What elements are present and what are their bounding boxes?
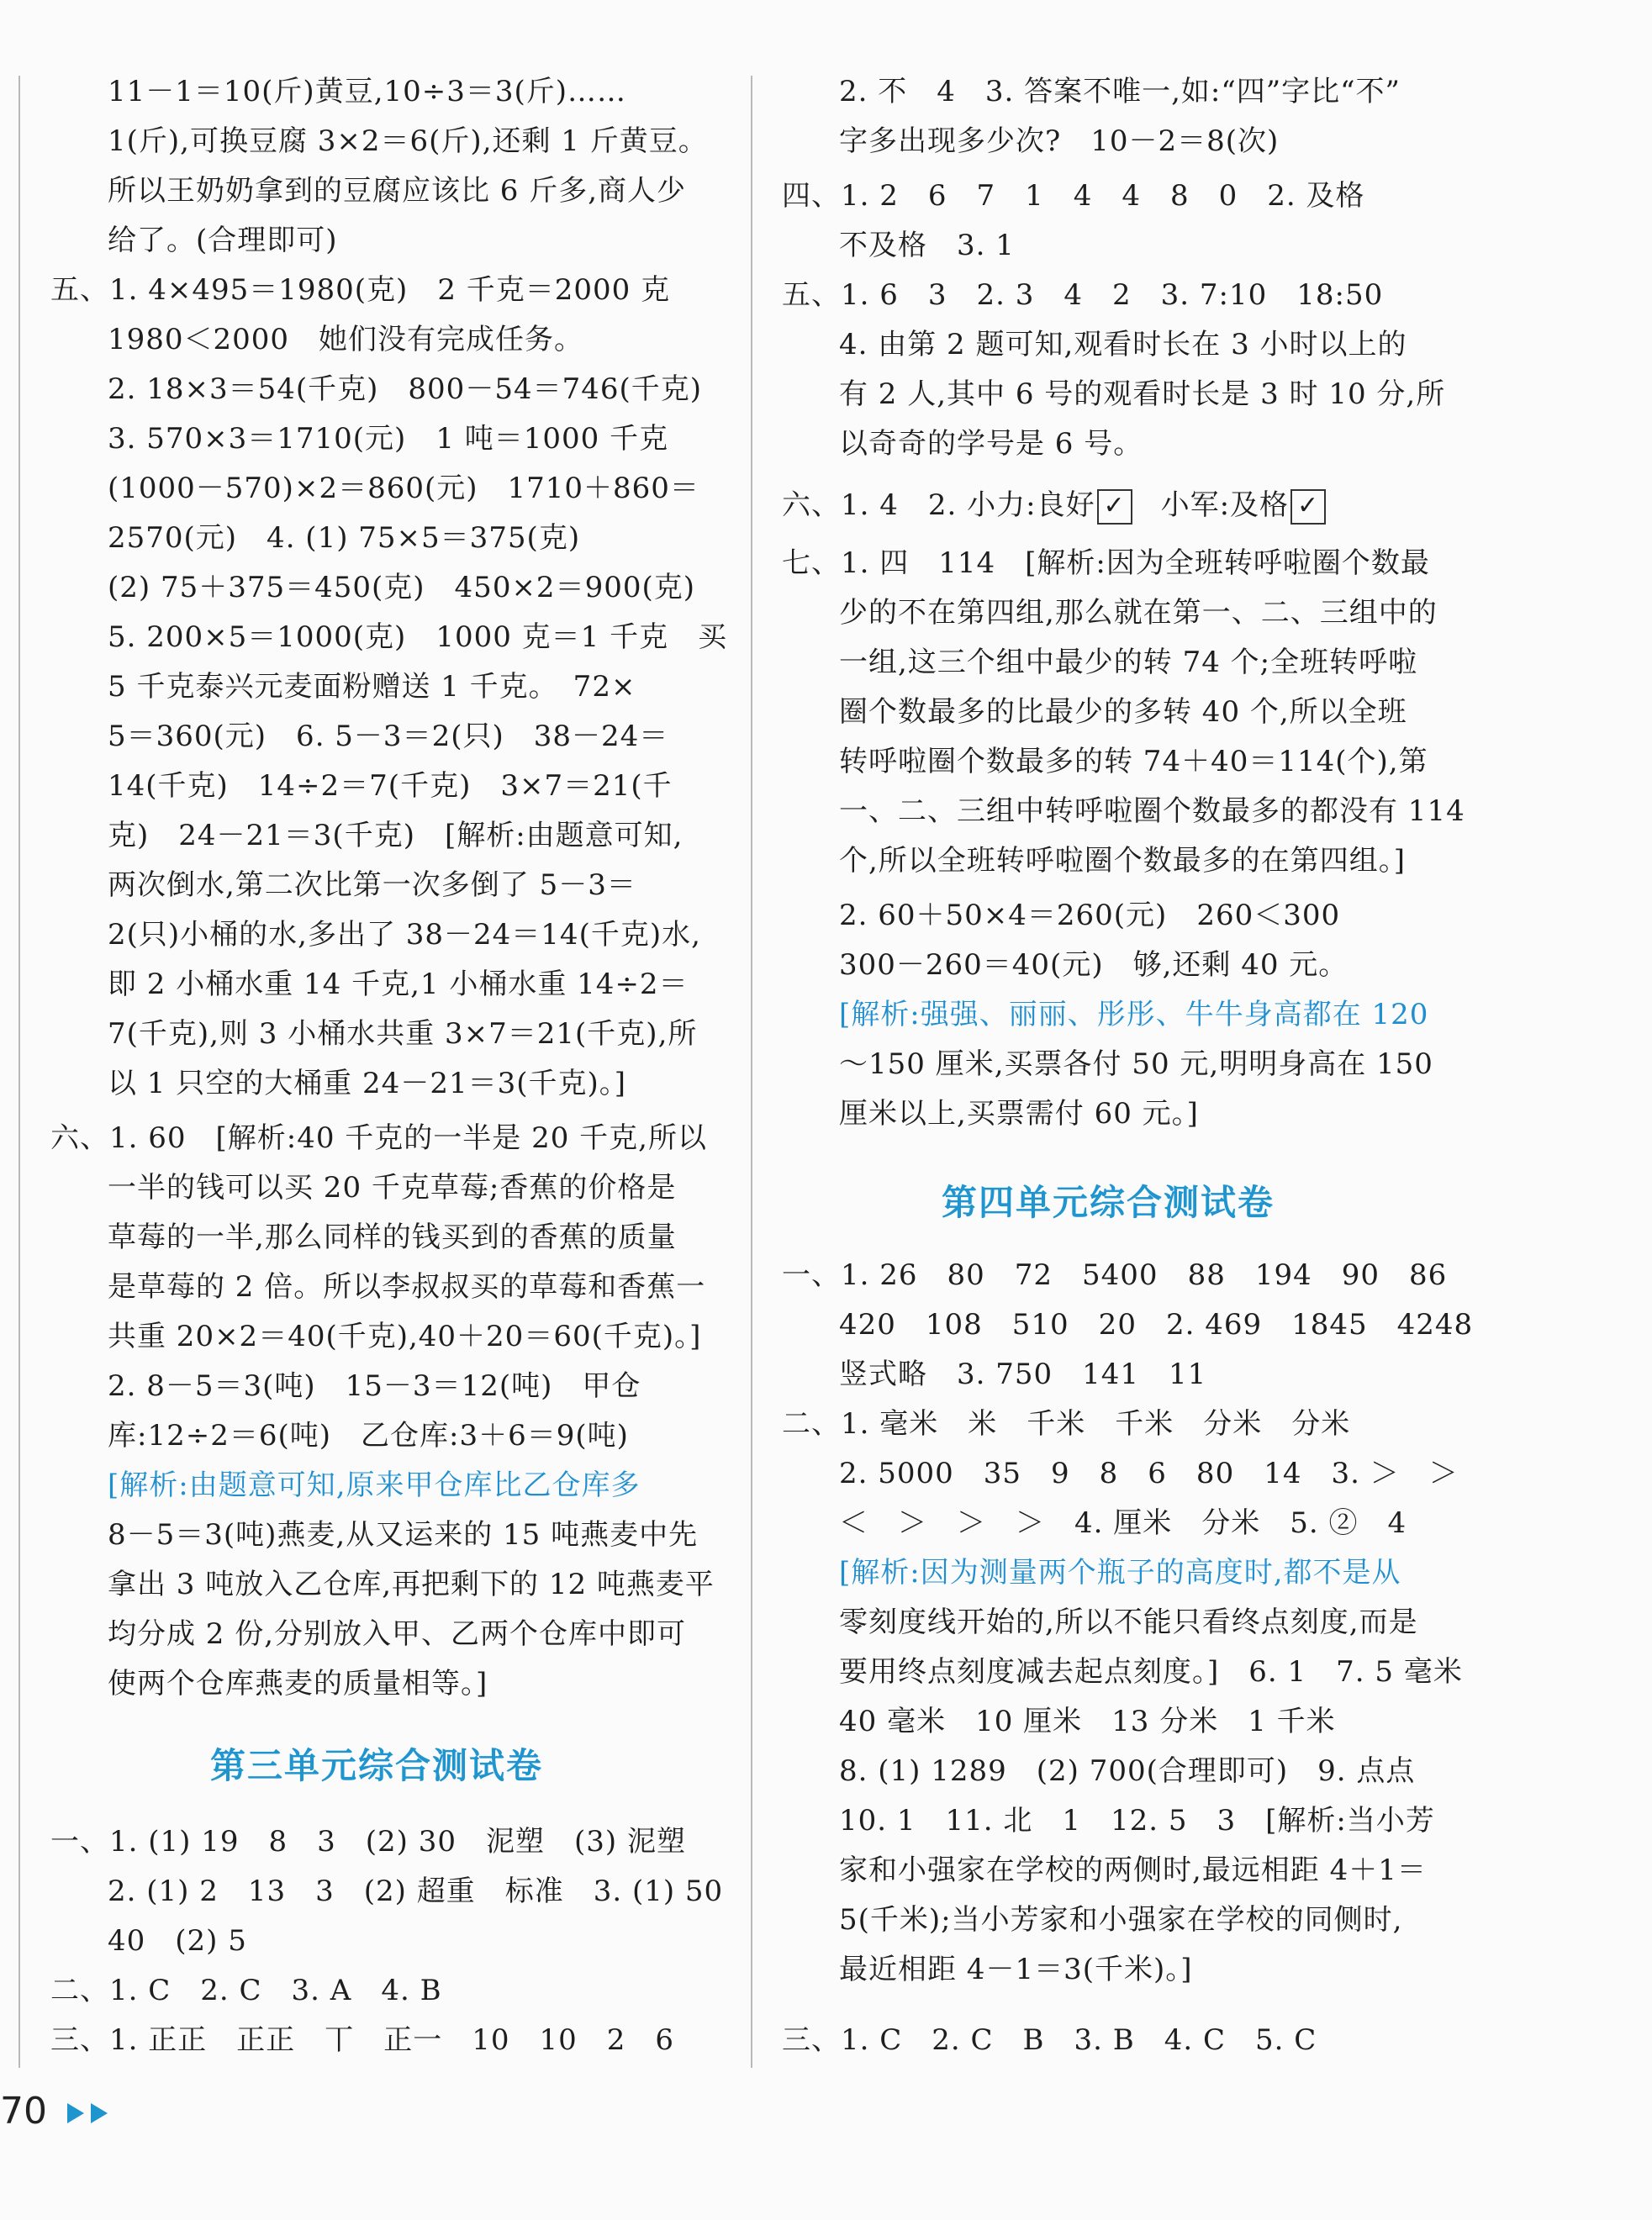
analysis-line: 最近相距 4－1＝3(千米)。] <box>839 1953 1193 1986</box>
question-line: 2. 18×3＝54(千克) 800－54＝746(千克) <box>108 372 703 406</box>
analysis-line: 两次倒水,第二次比第一次多倒了 5－3＝ <box>108 868 636 902</box>
analysis-line: 5(千米);当小芳家和小强家在学校的同侧时, <box>839 1903 1403 1937</box>
text-line: 克) 24－21＝3(千克) [解析:由题意可知, <box>108 819 683 852</box>
text-line: 字多出现多少次? 10－2＝8(次) <box>839 124 1280 158</box>
text-line: 库:12÷2＝6(吨) 乙仓库:3＋6＝9(吨) <box>108 1419 629 1453</box>
question-line: 2. 60＋50×4＝260(元) 260＜300 <box>839 899 1341 932</box>
analysis-line: ～150 厘米,买票各付 50 元,明明身高在 150 <box>839 1047 1433 1081</box>
analysis-line: 8－5＝3(吨)燕麦,从又运来的 15 吨燕麦中先 <box>108 1518 699 1552</box>
analysis-line: 以 1 只空的大桶重 24－21＝3(千克)。] <box>108 1067 627 1100</box>
analysis-line: 圈个数最多的比最少的多转 40 个,所以全班 <box>839 695 1407 729</box>
text-line: 14(千克) 14÷2＝7(千克) 3×7＝21(千 <box>108 769 673 803</box>
analysis-line: 一组,这三个组中最少的转 74 个;全班转呼啦 <box>839 646 1418 679</box>
analysis-line: 2(只)小桶的水,多出了 38－24＝14(千克)水, <box>108 918 701 952</box>
question-line: 5. 200×5＝1000(克) 1000 克＝1 千克 买 <box>108 620 728 654</box>
analysis-line: 即 2 小桶水重 14 千克,1 小桶水重 14÷2＝ <box>108 968 689 1001</box>
question-line: 一、1. (1) 19 8 3 (2) 30 泥塑 (3) 泥塑 <box>50 1825 686 1859</box>
text-line: 40 毫米 10 厘米 13 分米 1 千米 <box>839 1705 1336 1738</box>
text-line: 有 2 人,其中 6 号的观看时长是 3 时 10 分,所 <box>839 377 1446 411</box>
text-line: ＜ ＞ ＞ ＞ 4. 厘米 分米 5. ② 4 <box>839 1506 1407 1540</box>
analysis-line: 要用终点刻度减去起点刻度。] 6. 1 7. 5 毫米 <box>839 1655 1463 1689</box>
text-line: (1000－570)×2＝860(元) 1710＋860＝ <box>108 472 699 505</box>
question-line: 四、1. 2 6 7 1 4 4 8 0 2. 及格 <box>782 179 1365 213</box>
analysis-line: 少的不在第四组,那么就在第一、二、三组中的 <box>839 596 1438 630</box>
analysis-line: 草莓的一半,那么同样的钱买到的香蕉的质量 <box>108 1221 677 1254</box>
text-line: 不及格 3. 1 <box>839 229 1015 262</box>
question-line: 五、1. 4×495＝1980(克) 2 千克＝2000 克 <box>50 273 671 307</box>
text-line: 1980＜2000 她们没有完成任务。 <box>108 323 584 356</box>
analysis-line: [解析:因为测量两个瓶子的高度时,都不是从 <box>839 1556 1401 1590</box>
analysis-line: 7(千克),则 3 小桶水共重 3×7＝21(千克),所 <box>108 1017 698 1051</box>
question-line: 七、1. 四 114 [解析:因为全班转呼啦圈个数最 <box>782 546 1430 580</box>
text-line: 420 108 510 20 2. 469 1845 4248 <box>839 1308 1474 1342</box>
analysis-line: 零刻度线开始的,所以不能只看终点刻度,而是 <box>839 1606 1418 1639</box>
text-line: 所以王奶奶拿到的豆腐应该比 6 斤多,商人少 <box>108 174 687 208</box>
question-line: 三、1. C 2. C B 3. B 4. C 5. C <box>782 2023 1317 2057</box>
question-line: 一、1. 26 80 72 5400 88 194 90 86 <box>782 1258 1448 1292</box>
question-line: 4. 由第 2 题可知,观看时长在 3 小时以上的 <box>839 328 1407 361</box>
left-margin-rule <box>18 76 20 2068</box>
analysis-line: 一半的钱可以买 20 千克草莓;香蕉的价格是 <box>108 1171 677 1205</box>
analysis-line: 均分成 2 份,分别放入甲、乙两个仓库中即可 <box>108 1617 687 1651</box>
analysis-line: 拿出 3 吨放入乙仓库,再把剩下的 12 吨燕麦平 <box>108 1568 715 1601</box>
arrow-right-icon <box>67 2103 84 2123</box>
text-line: 5＝360(元) 6. 5－3＝2(只) 38－24＝ <box>108 720 669 753</box>
text-line: 2570(元) 4. (1) 75×5＝375(克) <box>108 521 581 555</box>
check-box: ✓ <box>1097 489 1132 525</box>
arrow-right-icon <box>91 2103 108 2123</box>
question-line: 2. 不 4 3. 答案不唯一,如:“四”字比“不” <box>839 75 1401 108</box>
section-title-unit3: 第三单元综合测试卷 <box>210 1745 544 1786</box>
six-part-a: 六、1. 4 2. 小力:良好 <box>782 488 1095 522</box>
question-line: 五、1. 6 3 2. 3 4 2 3. 7:10 18:50 <box>782 278 1384 312</box>
analysis-line: [解析:强强、丽丽、彤彤、牛牛身高都在 120 <box>839 998 1429 1031</box>
page-number: 70 <box>0 2090 47 2133</box>
question-line: 2. 5000 35 9 8 6 80 14 3. ＞ ＞ <box>839 1457 1459 1490</box>
check-box: ✓ <box>1290 489 1326 525</box>
analysis-line: [解析:由题意可知,原来甲仓库比乙仓库多 <box>108 1469 641 1502</box>
analysis-line: 个,所以全班转呼啦圈个数最多的在第四组。] <box>839 844 1407 878</box>
question-line: 3. 570×3＝1710(元) 1 吨＝1000 千克 <box>108 422 669 456</box>
analysis-line: 一、二、三组中转呼啦圈个数最多的都没有 114 <box>839 794 1465 828</box>
question-line: 2. 8－5＝3(吨) 15－3＝12(吨) 甲仓 <box>108 1369 641 1403</box>
text-line: 1(斤),可换豆腐 3×2＝6(斤),还剩 1 斤黄豆。 <box>108 124 708 158</box>
six-part-b: 小军:及格 <box>1160 488 1290 522</box>
analysis-line: 共重 20×2＝40(千克),40＋20＝60(千克)。] <box>108 1320 702 1353</box>
question-line: 10. 1 11. 北 1 12. 5 3 [解析:当小芳 <box>839 1804 1435 1838</box>
column-divider <box>751 76 752 2068</box>
analysis-line: 是草莓的 2 倍。所以李叔叔买的草莓和香蕉一 <box>108 1270 706 1304</box>
question-line: 三、1. 正正 正正 丅 正一 10 10 2 6 <box>50 2023 675 2057</box>
analysis-line: 厘米以上,买票需付 60 元。] <box>839 1097 1199 1131</box>
text-line: 以奇奇的学号是 6 号。 <box>839 427 1143 461</box>
question-line-six <box>782 481 1326 530</box>
text-line: 竖式略 3. 750 141 11 <box>839 1358 1207 1391</box>
question-line: 六、1. 60 [解析:40 千克的一半是 20 千克,所以 <box>50 1121 707 1155</box>
question-line: 8. (1) 1289 (2) 700(合理即可) 9. 点点 <box>839 1754 1416 1788</box>
section-title-unit4: 第四单元综合测试卷 <box>942 1182 1275 1223</box>
text-line: (2) 75＋375＝450(克) 450×2＝900(克) <box>108 571 695 604</box>
question-line: 二、1. 毫米 米 千米 千米 分米 分米 <box>782 1407 1351 1441</box>
analysis-line: 转呼啦圈个数最多的转 74＋40＝114(个),第 <box>839 745 1428 778</box>
question-line: 二、1. C 2. C 3. A 4. B <box>50 1974 442 2007</box>
analysis-line: 家和小强家在学校的两侧时,最远相距 4＋1＝ <box>839 1854 1427 1887</box>
text-line: 给了。(合理即可) <box>108 224 338 257</box>
analysis-line: 使两个仓库燕麦的质量相等。] <box>108 1667 488 1701</box>
text-line: 5 千克泰兴元麦面粉赠送 1 千克。 72× <box>108 670 636 704</box>
text-line: 40 (2) 5 <box>108 1924 247 1958</box>
text-line: 11－1＝10(斤)黄豆,10÷3＝3(斤)…… <box>108 75 627 108</box>
text-line: 300－260＝40(元) 够,还剩 40 元。 <box>839 948 1349 982</box>
question-line: 2. (1) 2 13 3 (2) 超重 标准 3. (1) 50 <box>108 1875 724 1908</box>
